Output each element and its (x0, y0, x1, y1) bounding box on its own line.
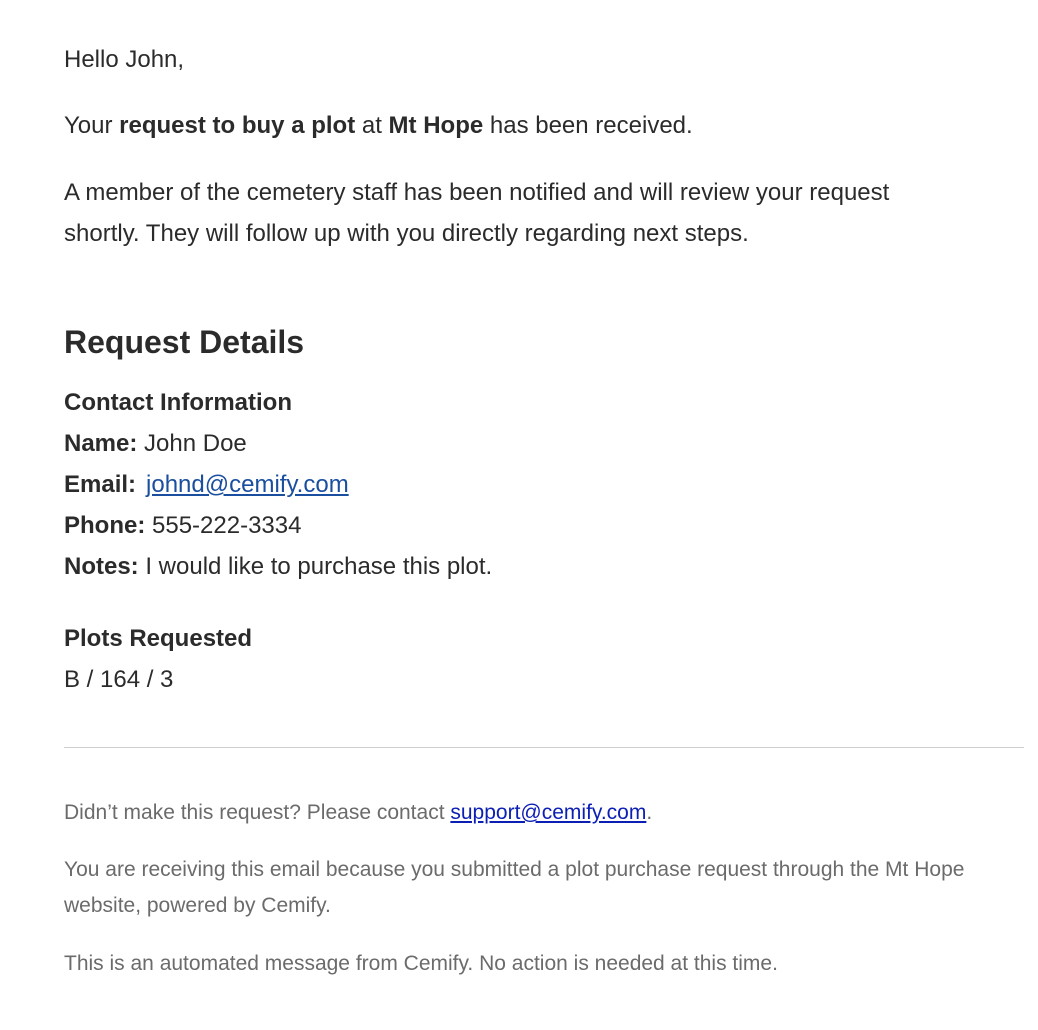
contact-heading: Contact Information (64, 389, 292, 416)
email-link[interactable]: johnd@cemify.com (146, 471, 349, 498)
name-label: Name: (64, 430, 138, 457)
intro-paragraph (64, 105, 1024, 146)
footer-reason-line: You are receiving this email because you submitted a plot purchase request through the Mt Hope website, powered by Cemify. (64, 858, 965, 917)
notes-label: Notes: (64, 553, 139, 580)
intro-prefix: Your (64, 112, 120, 139)
intro-suffix: has been received. (483, 112, 693, 139)
greeting: Hello John, (64, 46, 185, 73)
support-email-link[interactable]: support@cemify.com (450, 801, 647, 824)
intro-middle: at (355, 112, 389, 139)
footer-contact-line (64, 795, 994, 831)
phone-label: Phone: (64, 512, 146, 539)
footer-automated-line: This is an automated message from Cemify. No action is needed at this time. (64, 952, 778, 975)
notes-value: I would like to purchase this plot. (145, 553, 493, 580)
footer-contact-prefix: Didn’t make this request? Please contact (64, 801, 451, 824)
divider (64, 747, 1024, 748)
intro-request-type: request to buy a plot (119, 112, 356, 139)
name-value: John Doe (144, 430, 247, 457)
plots-value: B / 164 / 3 (64, 666, 174, 693)
plots-heading: Plots Requested (64, 625, 253, 652)
footer-contact-suffix: . (646, 801, 653, 824)
intro-cemetery-name: Mt Hope (388, 112, 484, 139)
phone-value: 555-222-3334 (152, 512, 302, 539)
notice-paragraph: A member of the cemetery staff has been notified and will review your request shortly. They will follow up with you directly regarding next steps. (64, 179, 890, 247)
name-row (64, 423, 492, 464)
notes-row (64, 546, 492, 587)
phone-row (64, 505, 492, 546)
email-row (64, 464, 492, 505)
email-label: Email: (64, 471, 137, 498)
request-details-title: Request Details (64, 324, 305, 360)
contact-details (64, 382, 492, 587)
